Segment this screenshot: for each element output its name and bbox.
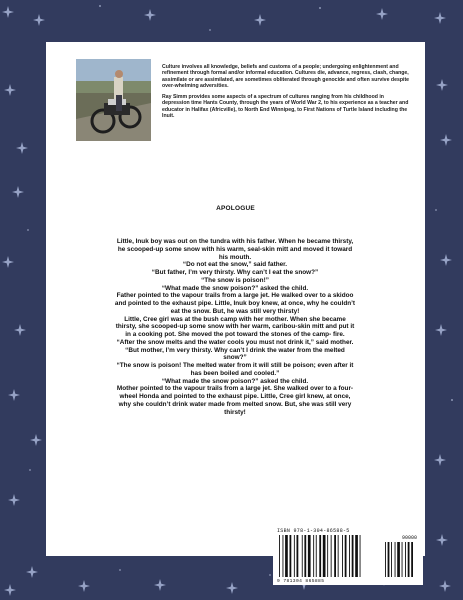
star-icon bbox=[2, 256, 14, 268]
bio-paragraph-culture: Culture involves all knowledge, beliefs and customs of a people; undergoing enlightenment and refinement through formal and/or informal education. Cultures die, advance, regress, clash, change, assimilate or are assimilated, are sometimes obliterated through genocide and often survive despite over-whelming adversities. bbox=[162, 64, 410, 89]
barcode-addon-bar bbox=[385, 542, 386, 577]
barcode-bar bbox=[279, 535, 280, 577]
barcode-bar bbox=[334, 535, 336, 577]
apologue-story bbox=[60, 238, 410, 416]
star-icon bbox=[16, 142, 28, 154]
star-icon bbox=[26, 566, 38, 578]
barcode-bar bbox=[331, 535, 332, 577]
ean-digits: 9 781304 865885 bbox=[277, 579, 325, 584]
barcode-bar bbox=[319, 535, 321, 577]
story-line: “But mother, I’m very thirsty. Why can’t I drink the water from the melted bbox=[125, 346, 345, 354]
star-icon bbox=[434, 454, 446, 466]
barcode-bar bbox=[302, 535, 303, 577]
star-icon bbox=[8, 494, 20, 506]
story-line: “After the snow melts and the water cools you must not drink it,” said mother. bbox=[116, 338, 354, 346]
story-line: Mother pointed to the vapour trails from a large jet. She walked over to a four- bbox=[116, 385, 354, 393]
barcode-bar bbox=[290, 535, 292, 577]
story-line: Little, Cree girl was at the bush camp with her mother. When she became bbox=[124, 315, 346, 323]
star-icon bbox=[8, 389, 20, 401]
star-icon bbox=[436, 79, 448, 91]
story-line: thirsty! bbox=[224, 408, 246, 416]
star-icon bbox=[376, 8, 388, 20]
story-line: why she couldn’t drink water made from melted snow. But, she was still very bbox=[118, 400, 352, 408]
star-icon bbox=[436, 534, 448, 546]
star-icon bbox=[254, 14, 266, 26]
story-line: “But father, I’m very thirsty. Why can’t I eat the snow?” bbox=[151, 269, 319, 276]
star-icon bbox=[4, 84, 16, 96]
barcode-bar bbox=[304, 535, 306, 577]
star-icon bbox=[30, 434, 42, 446]
author-motorcycle-photo bbox=[76, 59, 151, 141]
star-icon bbox=[14, 324, 26, 336]
star-icon bbox=[2, 6, 14, 18]
star-icon bbox=[12, 186, 24, 198]
barcode-bar bbox=[355, 535, 358, 577]
isbn-barcode bbox=[273, 527, 423, 585]
story-line: in a cooking pot. She moved the pot toward the stones of the camp- fire. bbox=[125, 331, 345, 338]
star-icon bbox=[4, 584, 16, 596]
barcode-bar bbox=[283, 535, 284, 577]
back-cover-panel bbox=[46, 42, 425, 584]
story-line: “The snow is poison! The melted water from it will still be poison; even after it bbox=[116, 362, 354, 369]
story-line: wheel Honda and pointed to the exhaust pipe. Little, Cree girl knew, at once, bbox=[119, 393, 351, 400]
star-icon bbox=[434, 12, 446, 24]
star-icon bbox=[435, 324, 447, 336]
star-icon bbox=[439, 580, 451, 592]
barcode-bar bbox=[360, 535, 361, 577]
barcode-addon-bar bbox=[411, 542, 413, 577]
star-icon bbox=[78, 580, 90, 592]
barcode-addon-bar bbox=[391, 542, 392, 577]
apologue-heading: APOLOGUE bbox=[216, 205, 255, 212]
barcode-bars bbox=[273, 527, 423, 585]
star-icon bbox=[226, 582, 238, 594]
barcode-bar bbox=[327, 535, 328, 577]
story-line: “The snow is poison!” bbox=[201, 276, 269, 284]
barcode-bar bbox=[342, 535, 343, 577]
story-line: Father pointed to the vapour trails from a large jet. He walked over to a skidoo bbox=[116, 292, 354, 300]
barcode-bar bbox=[308, 535, 311, 577]
barcode-bar bbox=[345, 535, 347, 577]
barcode-addon-bar bbox=[397, 542, 400, 577]
story-line: snow?” bbox=[223, 354, 247, 362]
story-line: has been boiled and cooled.” bbox=[190, 369, 280, 377]
barcode-bar bbox=[285, 535, 288, 577]
isbn-label: ISBN 978-1-304-86588-5 bbox=[277, 528, 350, 534]
barcode-bar bbox=[338, 535, 339, 577]
story-line: eat the snow. But, he was still very thirsty! bbox=[170, 307, 300, 315]
barcode-bar bbox=[316, 535, 317, 577]
bio-paragraph-author: Ray Simm provides some aspects of a spectrum of cultures ranging from his childhood in depression time Hants County, through the years of World War 2, to his experience as a teacher and educator in Halifax (Africville), to North End Winnipeg, to First Nations of Turtle Island including the Inuit. bbox=[162, 94, 409, 120]
star-icon bbox=[440, 254, 452, 266]
story-line: his mouth. bbox=[218, 253, 252, 261]
story-line: Little, Inuk boy was out on the tundra with his father. When he became thirsty, bbox=[116, 238, 354, 245]
star-icon bbox=[440, 134, 452, 146]
barcode-bar bbox=[352, 535, 354, 577]
barcode-bar bbox=[313, 535, 314, 577]
star-icon bbox=[144, 9, 156, 21]
story-line: thirsty, she scooped-up some snow with her warm, caribou-skin mitt and put it bbox=[115, 323, 355, 331]
barcode-addon-bar bbox=[395, 542, 396, 577]
story-line: “What made the snow poison?” asked the child. bbox=[161, 284, 309, 292]
barcode-addon-bar bbox=[405, 542, 406, 577]
barcode-bar bbox=[349, 535, 350, 577]
story-line: he scooped-up some snow with his warm, seal-skin mitt and moved it toward bbox=[117, 245, 353, 253]
barcode-bar bbox=[294, 535, 295, 577]
story-line: “What made the snow poison?” asked the child. bbox=[161, 377, 309, 385]
story-line: and pointed to the exhaust pipe. Little, Inuk boy knew, at once, why he couldn’t bbox=[114, 300, 356, 307]
barcode-addon-bar bbox=[408, 542, 410, 577]
barcode-addon-bar bbox=[402, 542, 403, 577]
price-code: 90000 bbox=[401, 535, 417, 541]
star-icon bbox=[154, 579, 166, 591]
star-icon bbox=[33, 14, 45, 26]
barcode-addon-bar bbox=[388, 542, 390, 577]
story-line: “Do not eat the snow,” said father. bbox=[182, 261, 288, 269]
barcode-bar bbox=[323, 535, 326, 577]
barcode-bar bbox=[297, 535, 299, 577]
author-bio bbox=[162, 64, 410, 124]
